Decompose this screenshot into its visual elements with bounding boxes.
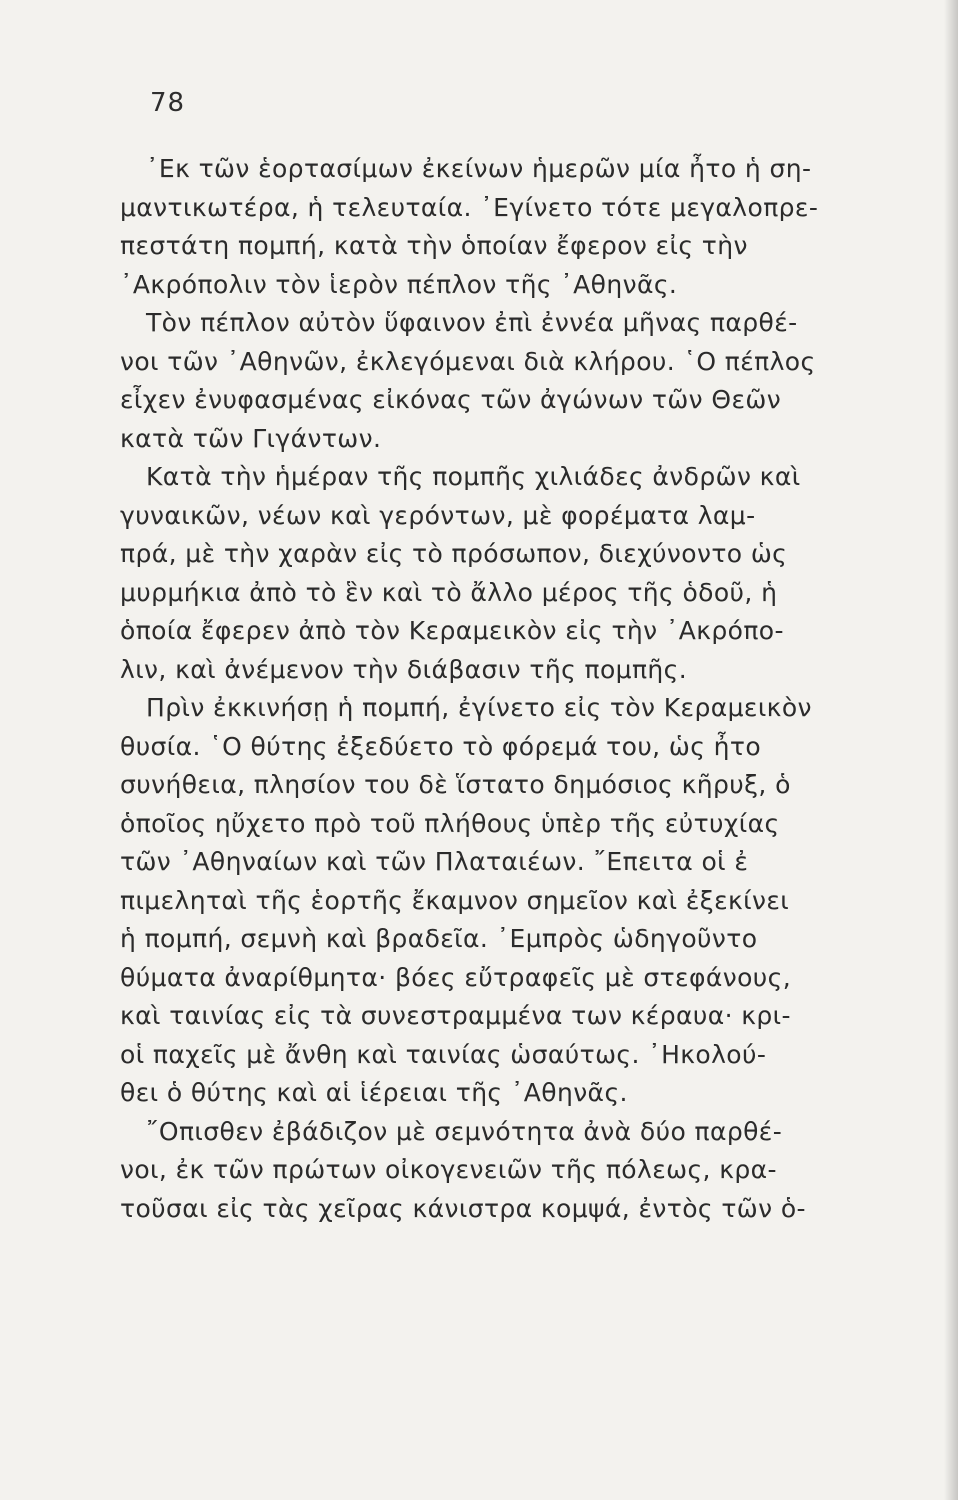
text-line: τοῦσαι εἰς τὰς χεῖρας κάνιστρα κομψά, ἐντὸς τῶν ὁ-	[120, 1193, 806, 1223]
text-line: ῎Οπισθεν ἐβάδιζον μὲ σεμνότητα ἀνὰ δύο παρθέ-	[146, 1116, 783, 1146]
text-line: θυσία. ῾Ο θύτης ἐξεδύετο τὸ φόρεμά του, ὡς ἦτο	[120, 731, 762, 761]
text-line: θύματα ἀναρίθμητα· βόες εὔτραφεῖς μὲ στεφάνους,	[120, 962, 792, 992]
text-line: καὶ ταινίας εἰς τὰ συνεστραμμένα των κέραυα· κρι-	[120, 1001, 791, 1030]
body-text	[120, 150, 930, 1228]
text-line: Τὸν πέπλον αὐτὸν ὕφαινον ἐπὶ ἐννέα μῆνας παρθέ-	[146, 308, 798, 337]
text-line: πρά, μὲ τὴν χαρὰν εἰς τὸ πρόσωπον, διεχύνοντο ὡς	[120, 539, 788, 568]
text-line: μυρμήκια ἀπὸ τὸ ἓν καὶ τὸ ἄλλο μέρος τῆς ὁδοῦ, ἡ	[120, 577, 778, 607]
text-line: πιμεληταὶ τῆς ἑορτῆς ἔκαμνον σημεῖον καὶ ἐξεκίνει	[120, 885, 790, 915]
text-line: τῶν ᾿Αθηναίων καὶ τῶν Πλαταιέων. ῎Επειτα οἱ ἐ	[120, 847, 749, 876]
text-line: νοι, ἐκ τῶν πρώτων οἰκογενειῶν τῆς πόλεως, κρα-	[120, 1155, 777, 1184]
text-line: ὁποῖος ηὔχετο πρὸ τοῦ πλήθους ὑπὲρ τῆς εὐτυχίας	[120, 808, 780, 838]
page-edge-shadow	[944, 0, 958, 1500]
text-line: εἶχεν ἐνυφασμένας εἰκόνας τῶν ἀγώνων τῶν Θεῶν	[120, 385, 782, 414]
text-line: ᾿Ακρόπολιν τὸν ἱερὸν πέπλον τῆς ᾿Αθηνᾶς.	[120, 269, 678, 299]
text-line: συνήθεια, πλησίον του δὲ ἵστατο δημόσιος κῆρυξ, ὁ	[120, 770, 791, 799]
text-line: ᾿Εκ τῶν ἑορτασίμων ἐκείνων ἡμερῶν μία ἦτο ἡ ση-	[146, 154, 812, 183]
text-line: κατὰ τῶν Γιγάντων.	[120, 423, 382, 453]
text-line: μαντικωτέρα, ἡ τελευταία. ᾿Εγίνετο τότε μεγαλοπρε-	[120, 192, 819, 222]
text-line: θει ὁ θύτης καὶ αἱ ἱέρειαι τῆς ᾿Αθηνᾶς.	[120, 1078, 628, 1107]
text-line: οἱ παχεῖς μὲ ἄνθη καὶ ταινίας ὡσαύτως. ᾿Ηκολού-	[120, 1039, 767, 1069]
text-line: νοι τῶν ᾿Αθηνῶν, ἐκλεγόμεναι διὰ κλήρου. ῾Ο πέπλος	[120, 346, 816, 376]
text-line: ὁποία ἔφερεν ἀπὸ τὸν Κεραμεικὸν εἰς τὴν ᾿Ακρόπο-	[120, 616, 784, 645]
text-line: Κατὰ τὴν ἡμέραν τῆς πομπῆς χιλιάδες ἀνδρῶν καὶ	[146, 462, 801, 491]
text-line: γυναικῶν, νέων καὶ γερόντων, μὲ φορέματα λαμ-	[120, 500, 756, 530]
page-number: 78	[150, 88, 186, 118]
text-line: λιν, καὶ ἀνέμενον τὴν διάβασιν τῆς πομπῆς.	[120, 654, 688, 684]
text-line: ἡ πομπή, σεμνὴ καὶ βραδεῖα. ᾿Εμπρὸς ὡδηγοῦντο	[120, 924, 758, 953]
text-line: Πρὶν ἐκκινήσῃ ἡ πομπή, ἐγίνετο εἰς τὸν Κεραμεικὸν	[146, 693, 812, 722]
text-line: πεστάτη πομπή, κατὰ τὴν ὁποίαν ἔφερον εἰς τὴν	[120, 231, 748, 260]
